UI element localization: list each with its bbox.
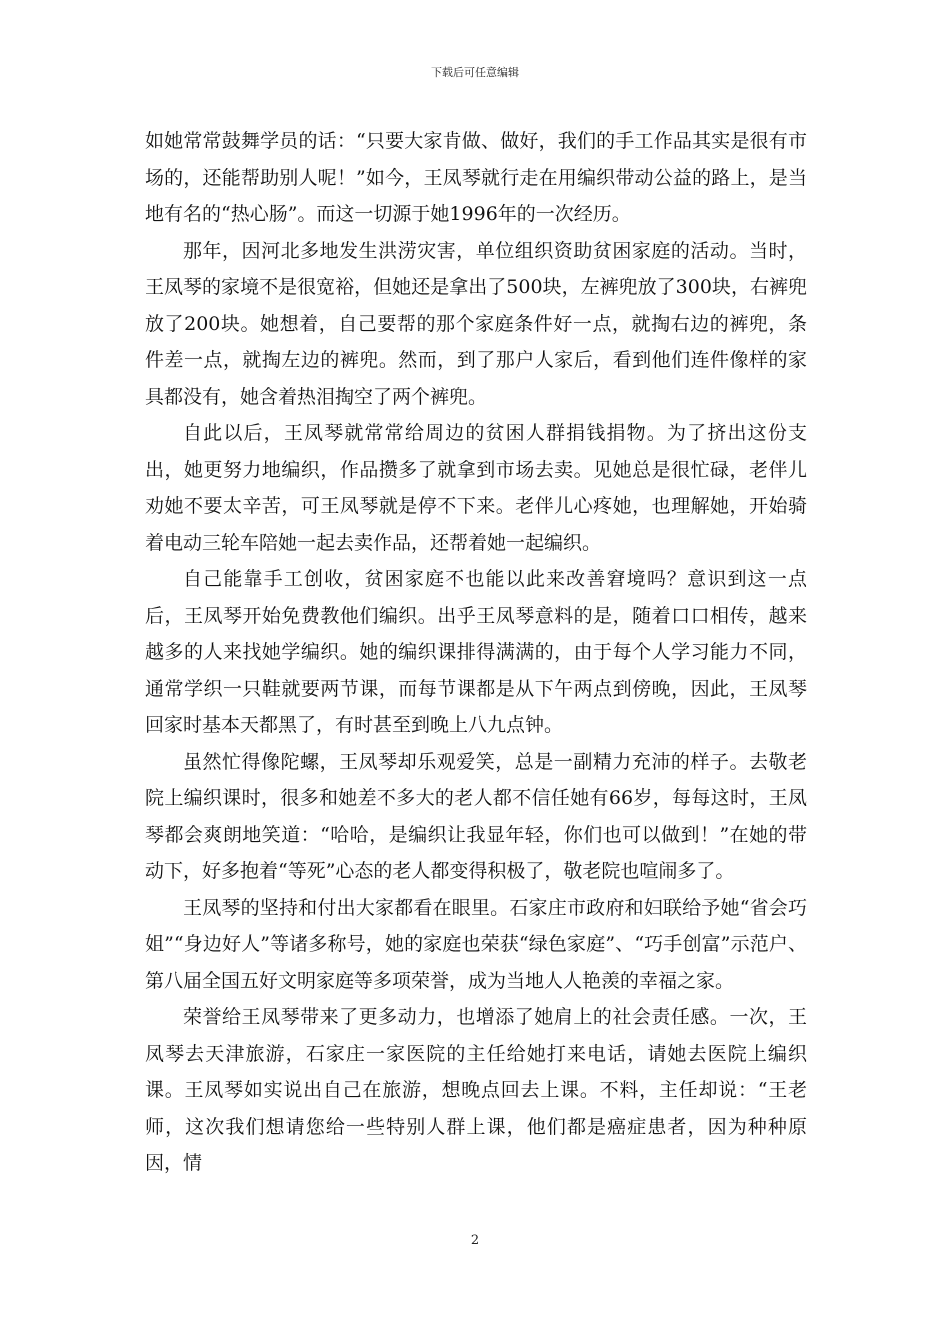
- paragraph: 虽然忙得像陀螺，王凤琴却乐观爱笑，总是一副精力充沛的样子。去敬老院上编织课时，很多和她差不多大的老人都不信任她有66岁，每每这时，王凤琴都会爽朗地笑道：“哈哈，是编织让我显年轻，你们也可以做到！”在她的带动下，好多抱着“等死”心态的老人都变得积极了，敬老院也喧闹多了。: [145, 750, 807, 882]
- paragraph: 荣誉给王凤琴带来了更多动力，也增添了她肩上的社会责任感。一次，王凤琴去天津旅游，石家庄一家医院的主任给她打来电话，请她去医院上编织课。王凤琴如实说出自己在旅游，想晚点回去上课。不料，主任却说：“王老师，这次我们想请您给一些特别人群上课，他们都是癌症患者，因为种种原因，情: [145, 1006, 807, 1174]
- document-body: [145, 123, 807, 1182]
- paragraph: 自此以后，王凤琴就常常给周边的贫困人群捐钱捐物。为了挤出这份支出，她更努力地编织，作品攒多了就拿到市场去卖。见她总是很忙碌，老伴儿劝她不要太辛苦，可王凤琴就是停不下来。老伴儿心疼她，也理解她，开始骑着电动三轮车陪她一起去卖作品，还帮着她一起编织。: [145, 422, 807, 554]
- paragraph: 王凤琴的坚持和付出大家都看在眼里。石家庄市政府和妇联给予她“省会巧姐”“身边好人”等诸多称号，她的家庭也荣获“绿色家庭”、“巧手创富”示范户、第八届全国五好文明家庭等多项荣誉，成为当地人人艳羡的幸福之家。: [145, 896, 807, 992]
- paragraph: 如她常常鼓舞学员的话：“只要大家肯做、做好，我们的手工作品其实是很有市场的，还能帮助别人呢！”如今，王凤琴就行走在用编织带动公益的路上，是当地有名的“热心肠”。而这一切源于她1996年的一次经历。: [145, 130, 807, 225]
- page-number: 2: [470, 1233, 480, 1248]
- paragraph: 那年，因河北多地发生洪涝灾害，单位组织资助贫困家庭的活动。当时，王凤琴的家境不是很宽裕，但她还是拿出了500块，左裤兜放了300块，右裤兜放了200块。她想着，自己要帮的那个家庭条件好一点，就掏右边的裤兜，条件差一点，就掏左边的裤兜。然而，到了那户人家后，看到他们连件像样的家具都没有，她含着热泪掏空了两个裤兜。: [145, 239, 807, 408]
- paragraph: 自己能靠手工创收，贫困家庭不也能以此来改善窘境吗？意识到这一点后，王凤琴开始免费教他们编织。出乎王凤琴意料的是，随着口口相传，越来越多的人来找她学编织。她的编织课排得满满的，由于每个人学习能力不同，通常学织一只鞋就要两节课，而每节课都是从下午两点到傍晚，因此，王凤琴回家时基本天都黑了，有时甚至到晚上八九点钟。: [145, 568, 807, 736]
- page-header: 下载后可任意编辑: [431, 66, 519, 79]
